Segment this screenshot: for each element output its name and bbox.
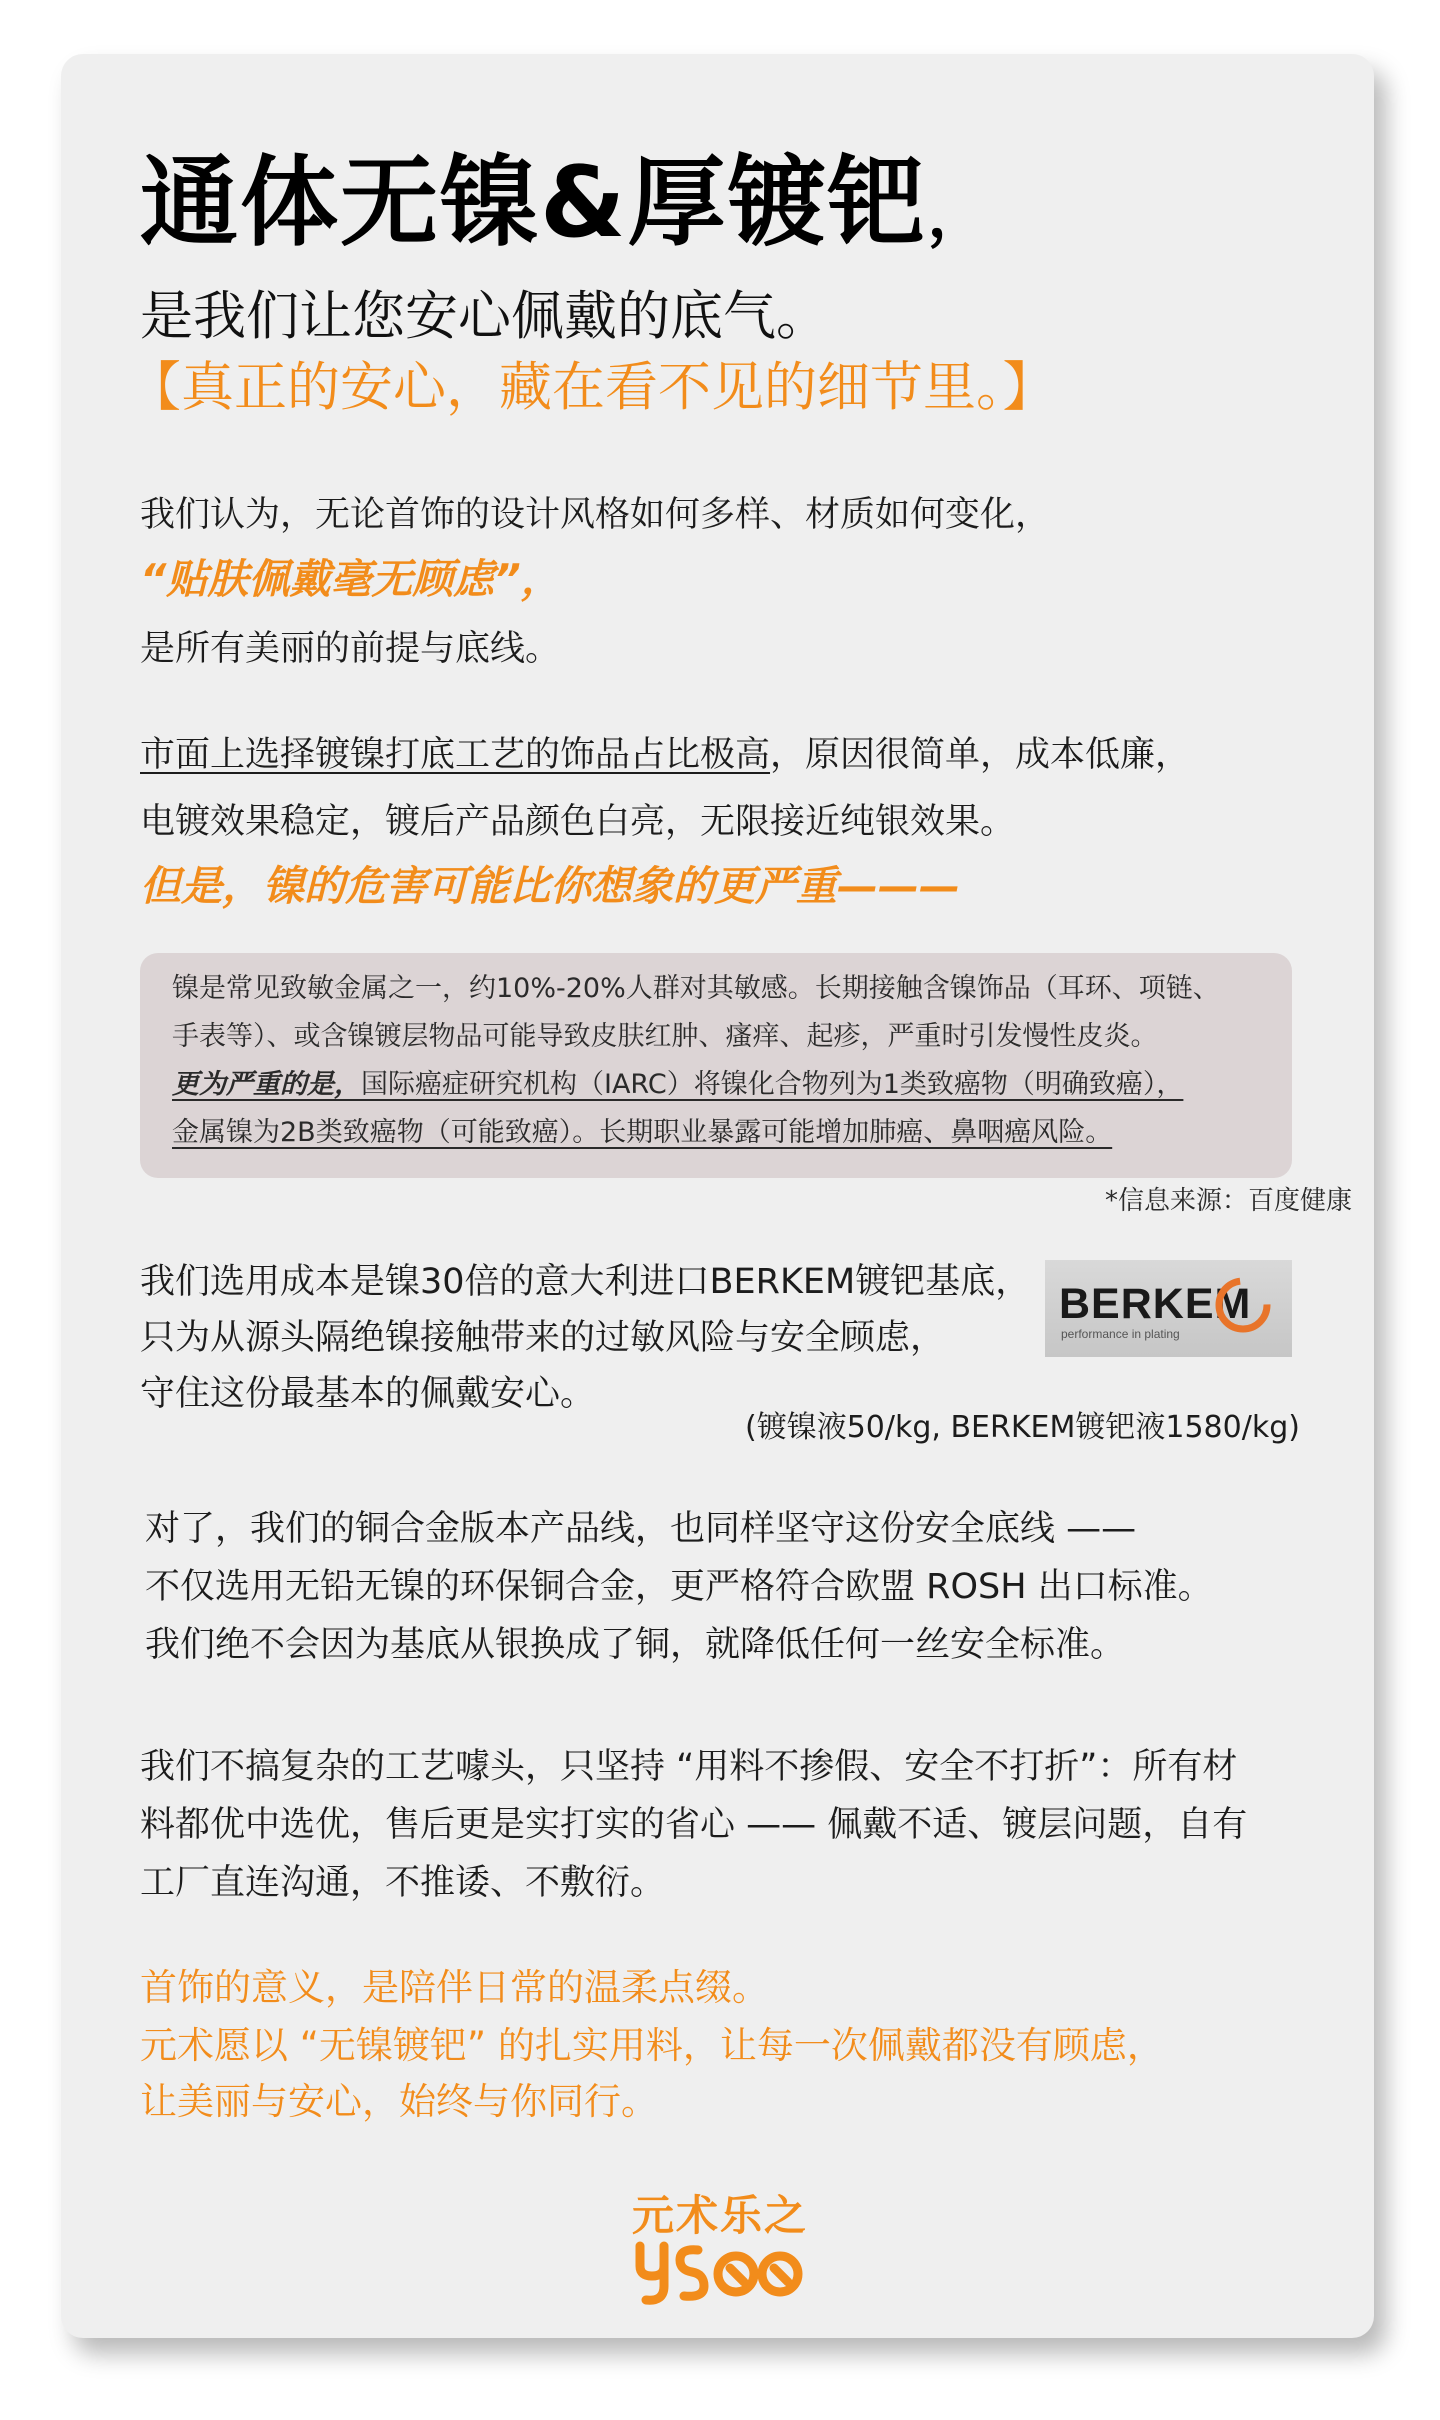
closing-line-1: 首饰的意义，是陪伴日常的温柔点缀。 (140, 1966, 769, 2009)
title-text: 通体无镍&厚镀钯 (140, 146, 928, 260)
intro-line-1: 我们认为，无论首饰的设计风格如何多样、材质如何变化， (140, 495, 1051, 535)
berkem-line-3: 守住这份最基本的佩戴安心。 (140, 1374, 596, 1414)
nickel-warning: 但是，镍的危害可能比你想象的更严重——— (140, 862, 960, 910)
closing-line-2: 元术愿以 “无镍镀钯” 的扎实用料，让每一次佩戴都没有顾虑， (140, 2024, 1164, 2067)
market-line-1 (140, 734, 1190, 776)
page-title (140, 146, 990, 260)
info-line-3-rest: 国际癌症研究机构（IARC）将镍化合物列为1类致癌物（明确致癌）， (361, 1069, 1184, 1100)
brand-logo-cn: 元术乐之 (632, 2191, 809, 2240)
craft-line-1: 我们不搞复杂的工艺噱头，只坚持 “用料不掺假、安全不打折”：所有材 (140, 1747, 1238, 1787)
intro-line-3: 是所有美丽的前提与底线。 (140, 629, 561, 669)
market-underlined-text: 市面上选择镀镍打底工艺的饰品占比极高 (140, 735, 771, 775)
intro-highlight: “贴肤佩戴毫无顾虑”， (140, 555, 562, 603)
info-line-1: 镍是常见致敏金属之一，约10%-20%人群对其敏感。长期接触含镍饰品（耳环、项链、 (172, 973, 1220, 1004)
closing-line-3: 让美丽与安心，始终与你同行。 (140, 2080, 658, 2123)
bracket-slogan: 【真正的安心，藏在看不见的细节里。】 (128, 357, 1056, 418)
title-comma: ， (927, 181, 990, 251)
copper-line-2: 不仅选用无铅无镍的环保铜合金，更严格符合欧盟 ROSH 出口标准。 (145, 1567, 1213, 1607)
craft-line-3: 工厂直连沟通，不推诿、不敷衍。 (140, 1863, 666, 1903)
berkem-logo-subtitle: performance in plating (1061, 1327, 1180, 1341)
page-subtitle: 是我们让您安心佩戴的底气。 (140, 286, 829, 347)
info-line-2: 手表等）、或含镍镀层物品可能导致皮肤红肿、瘙痒、起疹，严重时引发慢性皮炎。 (172, 1021, 1158, 1052)
berkem-line-1: 我们选用成本是镍30倍的意大利进口BERKEM镀钯基底， (140, 1262, 1031, 1302)
copper-line-3: 我们绝不会因为基底从银换成了铜，就降低任何一丝安全标准。 (145, 1625, 1126, 1665)
berkem-swirl-icon (1208, 1270, 1278, 1340)
berkem-logo-text: BERKEM (1059, 1280, 1252, 1328)
berkem-line-2: 只为从源头隔绝镍接触带来的过敏风险与安全顾虑， (140, 1318, 946, 1358)
price-comparison: (镀镍液50/kg, BERKEM镀钯液1580/kg) (745, 1410, 1300, 1445)
market-line-2: 电镀效果稳定，镀后产品颜色白亮，无限接近纯银效果。 (140, 802, 1016, 842)
info-line-3 (172, 1069, 1183, 1101)
craft-line-2: 料都优中选优，售后更是实打实的省心 —— 佩戴不适、镀层问题，自有 (140, 1805, 1248, 1845)
berkem-logo (1045, 1260, 1292, 1357)
market-line-1-rest: ，原因很简单，成本低廉， (770, 735, 1191, 775)
info-source: *信息来源：百度健康 (1105, 1186, 1353, 1216)
info-emphasis: 更为严重的是， (172, 1069, 361, 1100)
info-line-4: 金属镍为2B类致癌物（可能致癌）。长期职业暴露可能增加肺癌、鼻咽癌风险。 (172, 1117, 1113, 1148)
brand-logo-ysoo-icon (632, 2240, 810, 2308)
copper-line-1: 对了，我们的铜合金版本产品线，也同样坚守这份安全底线 —— (145, 1509, 1137, 1549)
